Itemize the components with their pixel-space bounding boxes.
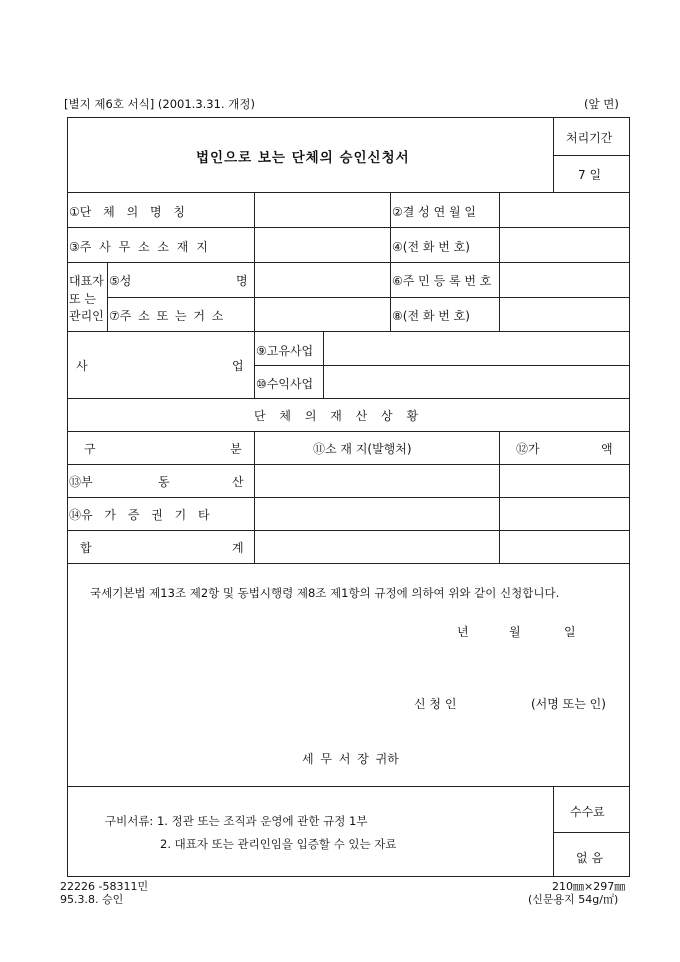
divider [553,832,630,833]
col-location-label: ⑪소 재 지(발행처) [313,442,412,456]
founded-date-field[interactable] [501,194,628,225]
resident-number-field[interactable] [501,264,628,295]
rep-name-label: ⑤성 [109,274,132,288]
representative-group-label-1: 대표자 [69,274,104,288]
required-documents-line-1: 구비서류: 1. 정관 또는 조직과 운영에 관한 규정 1부 [105,814,368,828]
col-value-label-left: ⑫가 [516,442,540,456]
rep-phone-field[interactable] [501,299,628,329]
divider [67,431,630,432]
divider [67,398,630,399]
resident-number-label: ⑥주 민 등 록 번 호 [392,274,492,288]
col-value-label-right: 액 [601,442,613,456]
divider [67,464,630,465]
securities-label: ⑭유 가 증 권 기 타 [69,508,210,522]
date-month-label: 월 [509,625,521,639]
total-value-field[interactable] [501,532,628,561]
required-documents-line-2: 2. 대표자 또는 관리인임을 입증할 수 있는 자료 [160,837,397,851]
fee-value: 없 음 [576,851,603,865]
divider [107,262,108,331]
declaration-text: 국세기본법 제13조 제2항 및 동법시행령 제8조 제1항의 규정에 의하여 위와 같이 신청합니다. [90,586,560,600]
business-label-left: 사 [76,359,88,373]
representative-group-label-2: 또 는 [69,292,96,306]
real-estate-label-right: 산 [232,475,244,489]
signature-label: (서명 또는 인) [531,697,606,711]
office-phone-label: ④(전 화 번 호) [392,240,470,254]
divider [553,155,630,156]
date-day-label: 일 [564,625,576,639]
office-phone-field[interactable] [501,229,628,260]
divider [254,431,255,563]
divider [67,530,630,531]
col-type-label-right: 분 [230,442,242,456]
divider [323,331,324,398]
rep-name-field[interactable] [256,264,388,295]
total-label-right: 계 [232,541,244,555]
applicant-label: 신 청 인 [414,697,457,711]
recipient-label: 세 무 서 장 귀하 [302,752,399,766]
divider [67,786,630,787]
founded-date-label: ②결 성 연 월 일 [392,205,476,219]
divider [553,786,554,877]
own-business-label: ⑨고유사업 [256,344,314,358]
processing-period-label: 처리기간 [566,131,613,145]
real-estate-label-mid: 동 [158,475,170,489]
divider [254,365,630,366]
divider [67,563,630,564]
total-label-left: 합 [80,541,92,555]
total-location-field[interactable] [256,532,497,561]
real-estate-label-left: ⑬부 [69,475,93,489]
page-side-label: (앞 면) [584,97,619,111]
securities-location-field[interactable] [256,499,497,528]
divider [553,117,554,192]
securities-value-field[interactable] [501,499,628,528]
form-title: 법인으로 보는 단체의 승인신청서 [196,150,410,166]
rep-name-label-tail: 명 [236,274,248,288]
business-label-right: 업 [232,359,244,373]
org-name-label: ①단 체 의 명 칭 [69,205,185,219]
processing-period-value: 7 일 [578,168,602,182]
profit-business-label: ⑩수익사업 [256,377,314,391]
form-number: [별지 제6호 서식] (2001.3.31. 개정) [64,97,255,111]
own-business-field[interactable] [325,333,628,363]
divider [67,497,630,498]
divider [499,431,500,563]
office-address-field[interactable] [256,229,388,260]
real-estate-location-field[interactable] [256,466,497,495]
divider [67,262,630,263]
rep-address-field[interactable] [256,299,388,329]
divider [67,192,630,193]
representative-group-label-3: 관리인 [69,309,104,323]
divider [499,192,500,331]
rep-phone-label: ⑧(전 화 번 호) [392,309,470,323]
date-year-label: 년 [457,625,469,639]
form-code: 22226 -58311민 [60,880,149,893]
fee-label: 수수료 [570,805,605,819]
col-type-label-left: 구 [84,442,96,456]
paper-type: (신문용지 54g/㎡) [528,893,619,906]
divider [390,192,391,331]
rep-address-label: ⑦주 소 또 는 거 소 [109,309,224,323]
real-estate-value-field[interactable] [501,466,628,495]
assets-section-title: 단 체 의 재 산 상 황 [254,409,419,423]
org-name-field[interactable] [256,194,388,225]
profit-business-field[interactable] [325,367,628,396]
divider [107,297,630,298]
divider [254,192,255,398]
divider [67,331,630,332]
approval-date: 95.3.8. 승인 [60,893,124,906]
office-address-label: ③주 사 무 소 소 재 지 [69,240,208,254]
divider [67,227,630,228]
paper-size: 210㎜×297㎜ [552,880,626,893]
